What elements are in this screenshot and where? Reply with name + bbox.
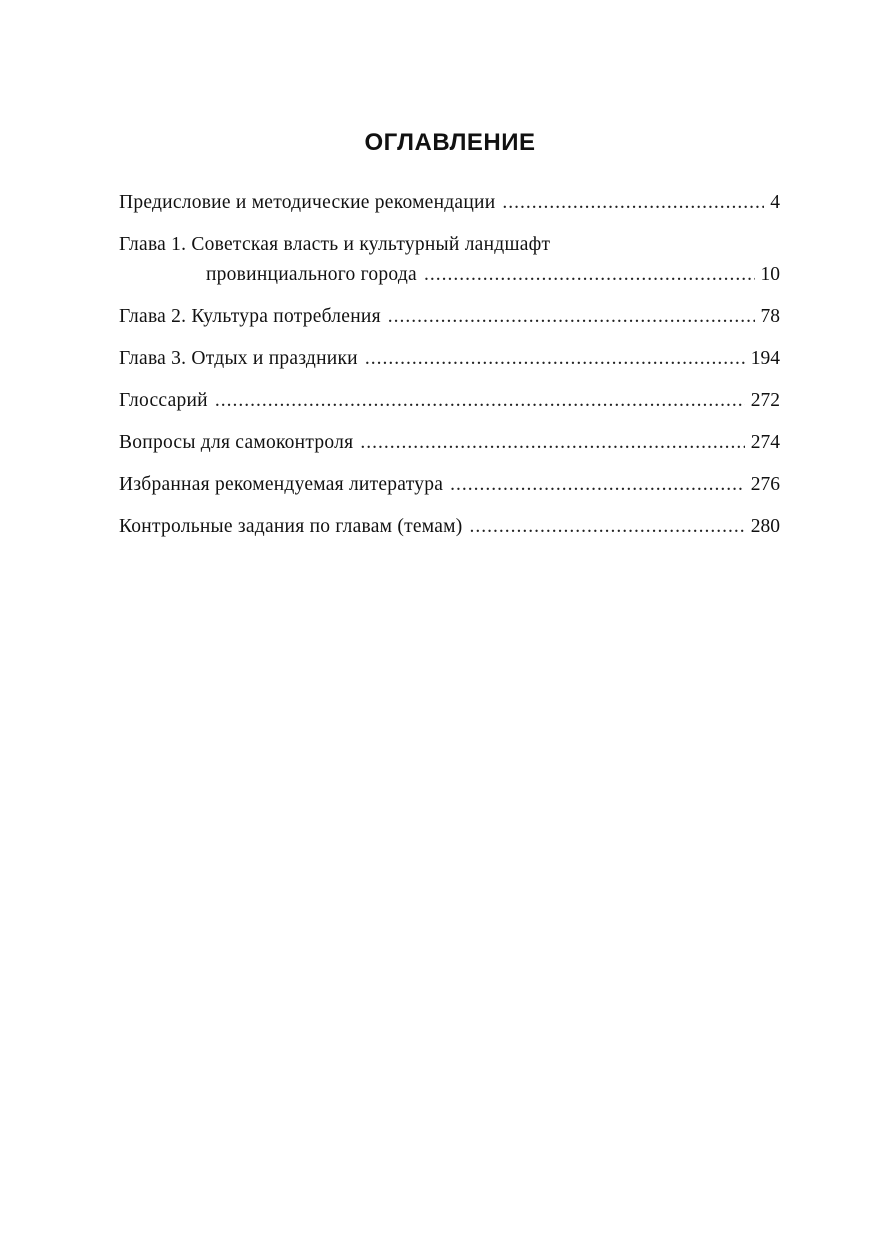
toc-entry-chapter-3[interactable] [119, 344, 780, 386]
dot-leader [215, 386, 745, 416]
toc-entry-label: Предисловие и методические рекомендации [119, 192, 496, 213]
dot-leader [469, 512, 744, 542]
toc-entry-label: Глава 2. Культура потребления [119, 306, 381, 327]
toc-page-number: 280 [750, 516, 780, 537]
toc-entry-label: Вопросы для самоконтроля [119, 432, 354, 453]
toc-page-number: 276 [750, 474, 780, 495]
toc-entry-chapter-2[interactable] [119, 302, 780, 344]
toc-entry-preface[interactable] [119, 188, 780, 230]
toc-page-number: 78 [760, 306, 780, 327]
toc-entry-literature[interactable] [119, 470, 780, 512]
dot-leader [424, 260, 755, 290]
toc-page-number: 4 [770, 192, 780, 213]
dot-leader [502, 188, 764, 218]
toc-entry-control-tasks[interactable] [119, 512, 780, 554]
toc-page-number: 274 [750, 432, 780, 453]
table-of-contents [119, 188, 780, 554]
toc-entry-label: Контрольные задания по главам (темам) [119, 516, 463, 537]
toc-entry-label: Глава 3. Отдых и праздники [119, 348, 358, 369]
dot-leader [450, 470, 745, 500]
toc-entry-label: Глоссарий [119, 390, 208, 411]
dot-leader [360, 428, 744, 458]
toc-entry-self-check-questions[interactable] [119, 428, 780, 470]
toc-entry-label: Глава 1. Советская власть и культурный ландшафт [119, 234, 551, 255]
dot-leader [365, 344, 745, 374]
toc-entry-glossary[interactable] [119, 386, 780, 428]
toc-page-number: 194 [750, 348, 780, 369]
page-title: ОГЛАВЛЕНИЕ [364, 129, 536, 156]
toc-entry-label-continued: провинциального города [206, 264, 417, 285]
dot-leader [388, 302, 755, 332]
toc-page-number: 272 [750, 390, 780, 411]
toc-entry-label: Избранная рекомендуемая литература [119, 474, 444, 495]
toc-entry-chapter-1[interactable] [119, 230, 780, 302]
toc-page-number: 10 [760, 264, 780, 285]
